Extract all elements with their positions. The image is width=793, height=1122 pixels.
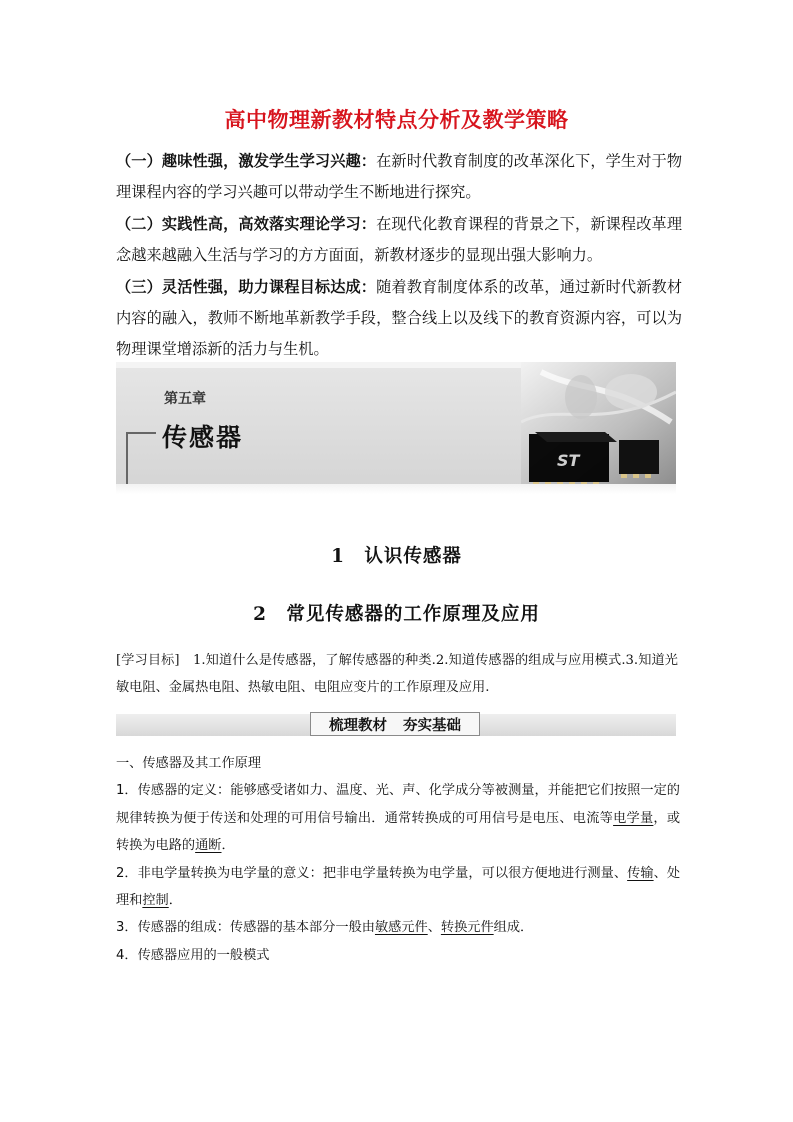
sensor-chip-image: [521, 362, 676, 486]
intro-lead-1: （一）趣味性强，激发学生学习兴趣：: [116, 152, 377, 170]
p1-text-a: 1．传感器的定义：能够感受诸如力、温度、光、声、化学成分等被测量，并能把它们按照一定的规律转换为便于传送和处理的可用信号输出．通常转换成的可用信号是电压、电流等: [116, 783, 680, 826]
p3-text-b: 、: [427, 920, 441, 936]
objective-text: 1.知道什么是传感器，了解传感器的种类.2.知道传感器的组成与应用模式.3.知道光敏电阻、金属热电阻、热敏电阻、电阻应变片的工作原理及应用.: [116, 653, 678, 695]
chapter-title: 传感器: [162, 423, 244, 452]
p3-underlined-1: 敏感元件: [374, 920, 428, 936]
intro-paragraph-1: [116, 146, 682, 209]
intro-paragraph-2: [116, 209, 682, 272]
divider-right-text: 夯实基础: [403, 717, 461, 734]
p2-text-c: ．: [168, 893, 182, 909]
body-paragraph-1: [116, 777, 680, 859]
p3-text-c: 组成．: [493, 920, 534, 936]
body-paragraph-4: 4．传感器应用的一般模式: [116, 947, 270, 963]
p1-text-b: ，或转换为电路的: [116, 810, 681, 854]
p2-text-b: 、处理和: [116, 865, 681, 909]
p2-underlined-2: 控制: [142, 893, 169, 909]
intro-text-2: 在现代化教育课程的背景之下，新课程改革理念越来越融入生活与学习的方方面面，新教材逐步的显现出强大影响力。: [116, 214, 683, 265]
intro-section: [116, 146, 682, 366]
p2-underlined-1: 传输: [627, 865, 654, 881]
chapter-label: 第五章: [164, 391, 206, 407]
learning-objectives: [116, 647, 678, 701]
body-heading-1: 一、传感器及其工作原理: [116, 756, 262, 771]
section-heading-2: 2 常见传感器的工作原理及应用: [253, 604, 540, 625]
intro-text-3: 随着教育制度体系的改革，通过新时代新教材内容的融入，教师不断地革新教学手段，整合线上以及线下的教育资源内容，可以为物理课堂增添新的活力与生机。: [116, 277, 683, 359]
banner-bracket-decoration: [126, 432, 156, 484]
section-divider-label: [310, 712, 480, 736]
intro-lead-3: （三）灵活性强，助力课程目标达成：: [116, 277, 377, 296]
section-heading-1: 1 认识传感器: [331, 546, 462, 567]
lesson-body: [116, 750, 680, 969]
p1-underlined-1: 电学量: [613, 810, 654, 826]
body-paragraph-3: [116, 914, 680, 941]
intro-text-1: 在新时代教育制度的改革深化下，学生对于物理课程内容的学习兴趣可以带动学生不断地进行探究。: [116, 152, 683, 202]
p2-text-a: 2．非电学量转换为电学量的意义：把非电学量转换为电学量，可以很方便地进行测量、: [116, 865, 628, 881]
p3-text-a: 3．传感器的组成：传感器的基本部分一般由: [116, 920, 375, 936]
intro-paragraph-3: [116, 272, 682, 366]
body-paragraph-2: [116, 860, 680, 915]
p1-underlined-2: 通断: [195, 838, 222, 854]
svg-text:ST: ST: [557, 451, 580, 470]
divider-left-text: 梳理教材: [329, 717, 387, 734]
p3-underlined-2: 转换元件: [440, 920, 494, 936]
chapter-banner: [116, 362, 676, 494]
p1-text-c: ．: [221, 838, 235, 854]
banner-bottom-band: [116, 484, 676, 494]
intro-lead-2: （二）实践性高，高效落实理论学习：: [116, 214, 377, 233]
page-title: 高中物理新教材特点分析及教学策略: [224, 108, 569, 132]
objective-tag: [学习目标]: [116, 653, 180, 668]
